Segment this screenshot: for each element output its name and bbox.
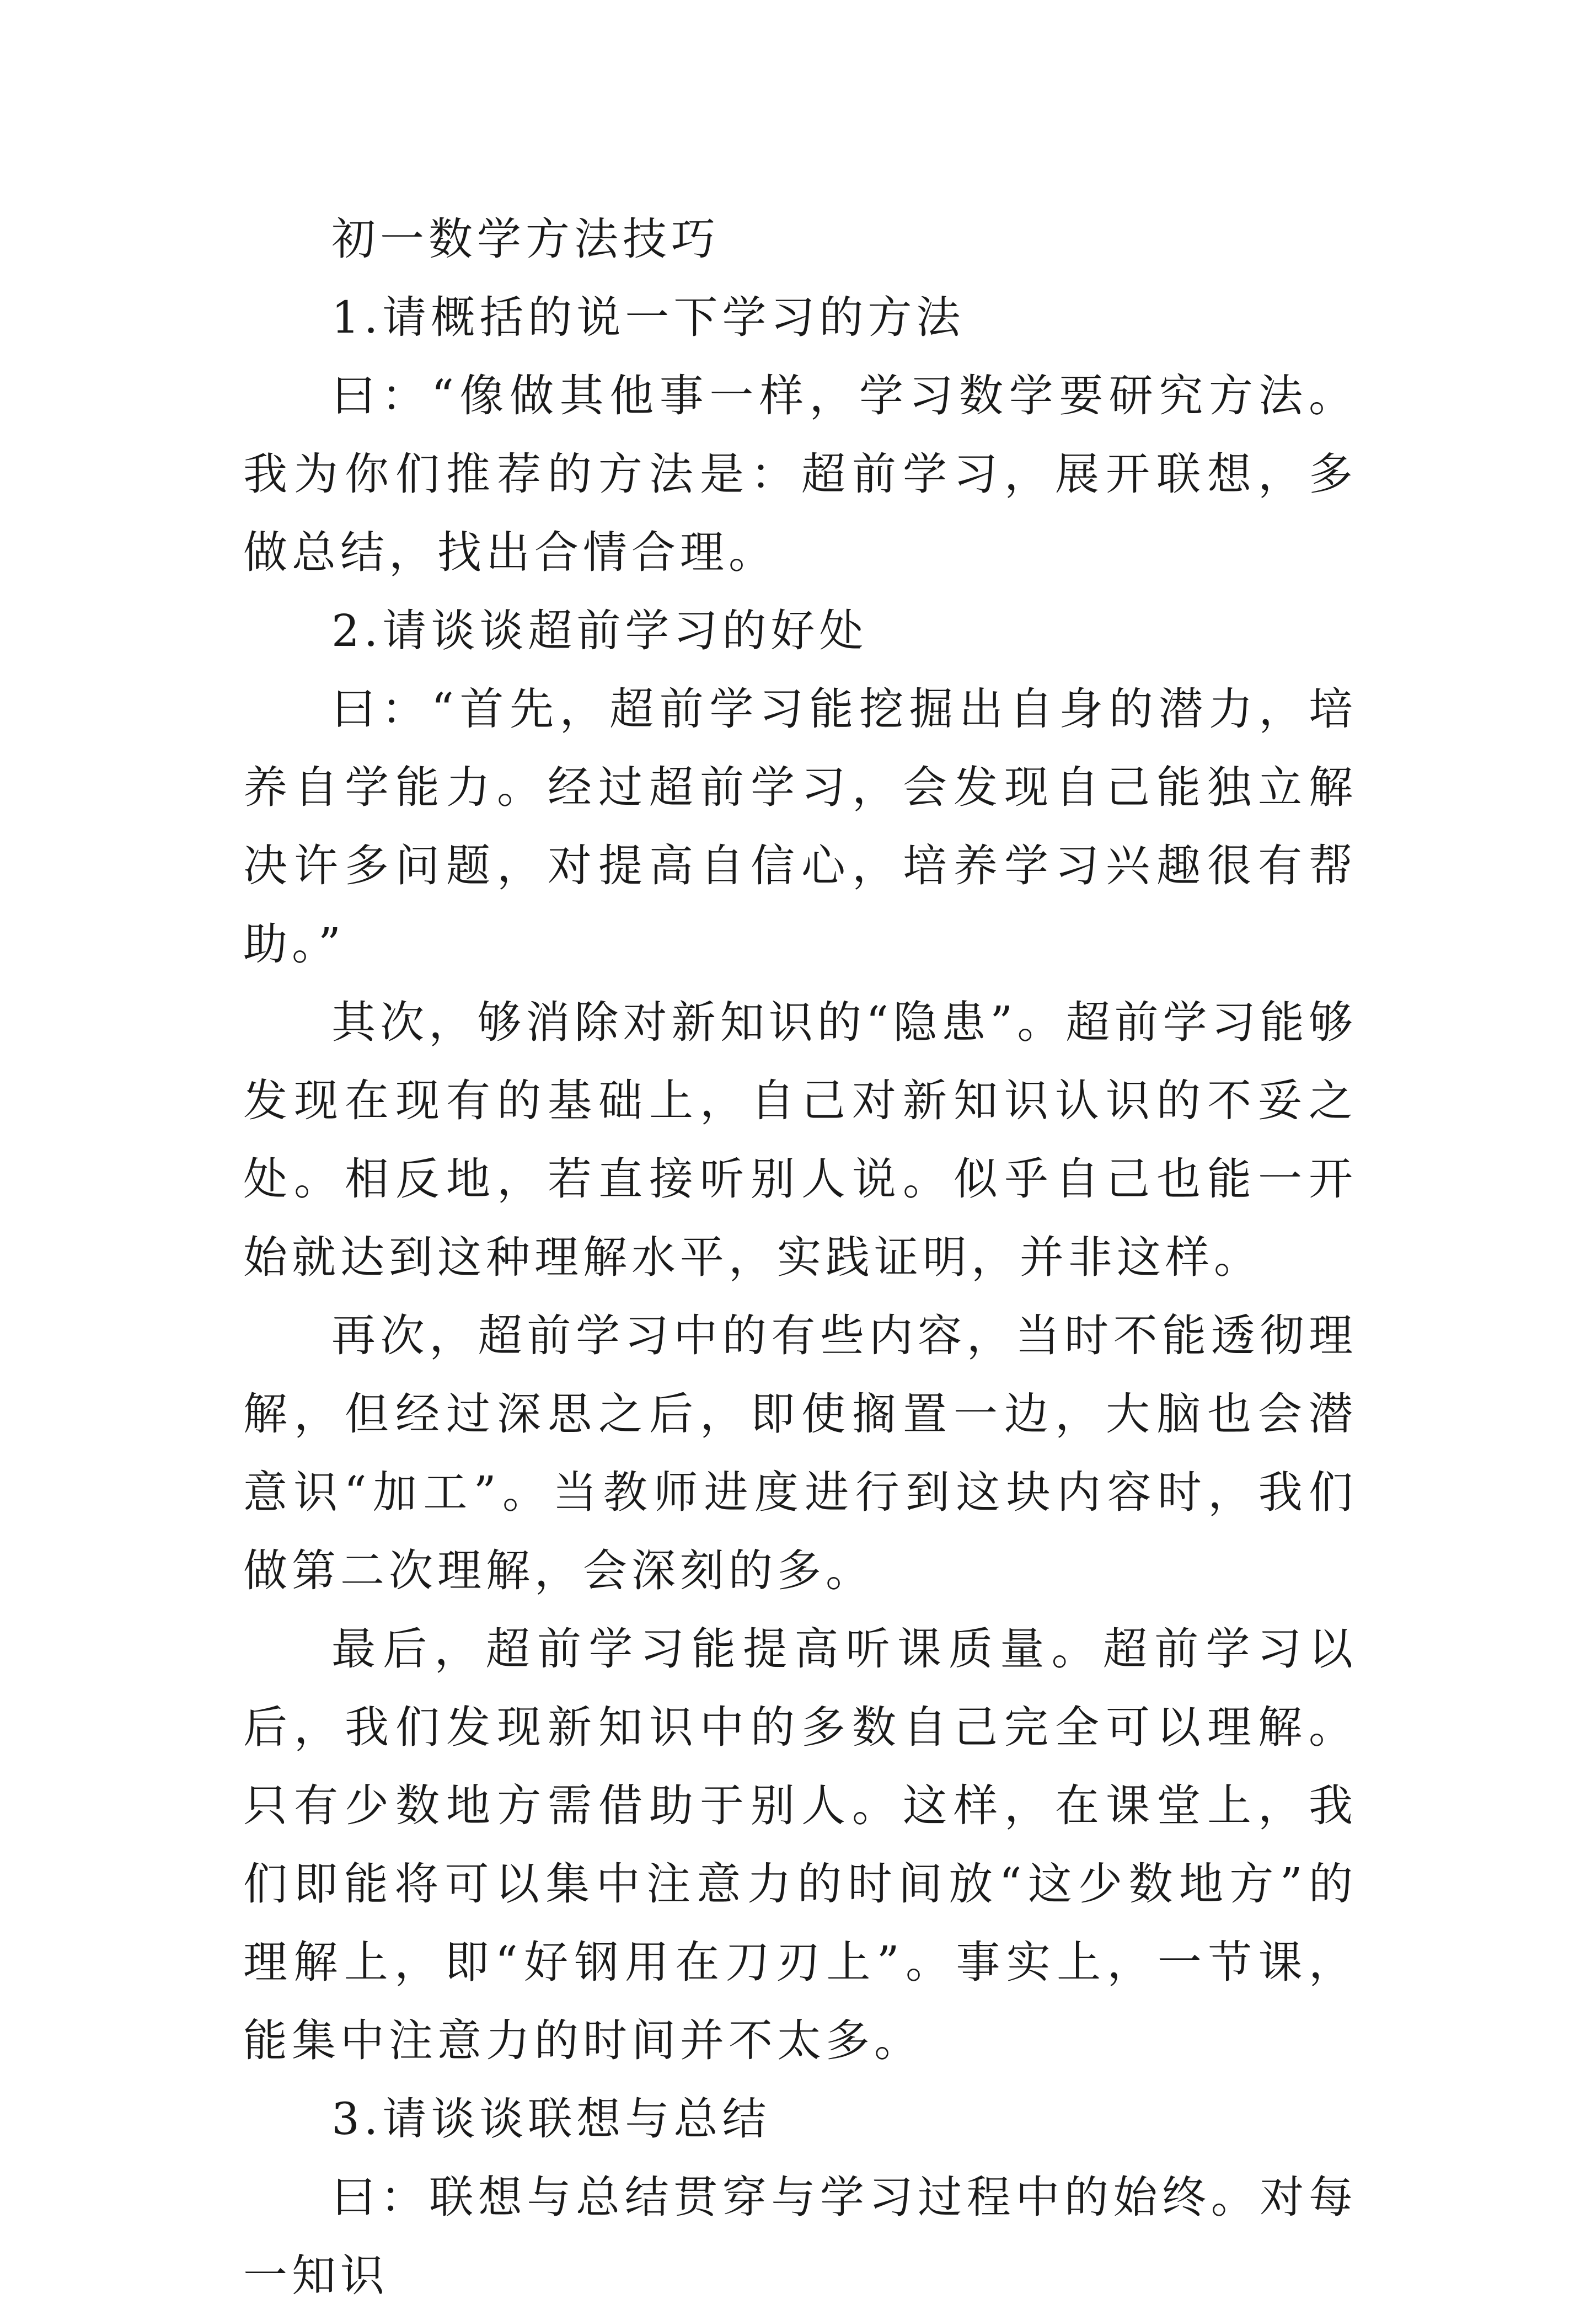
paragraph: 最后，超前学习能提高听课质量。超前学习以后，我们发现新知识中的多数自己完全可以理解。只有少数地方需借助于别人。这样，在课堂上，我们即能将可以集中注意力的时间放“这少数地方”的理解上，即“好钢用在刀刃上”。事实上，一节课，能集中注意力的时间并不太多。 [243,1623,1357,2066]
section-heading-2: 2.请谈谈超前学习的好处 [331,605,868,656]
paragraph: 曰：“像做其他事一样，学习数学要研究方法。我为你们推荐的方法是：超前学习，展开联想，多做总结，找出合情合理。 [243,370,1357,578]
paragraph: 曰：联想与总结贯穿与学习过程中的始终。对每一知识 [243,2172,1357,2301]
paragraph: 再次，超前学习中的有些内容，当时不能透彻理解，但经过深思之后，即使搁置一边，大脑也会潜意识“加工”。当教师进度进行到这块内容时，我们做第二次理解，会深刻的多。 [243,1310,1357,1596]
document-body [243,200,1357,2315]
paragraph: 其次，够消除对新知识的“隐患”。超前学习能够发现在现有的基础上，自己对新知识认识的不妥之处。相反地，若直接听别人说。似乎自己也能一开始就达到这种理解水平，实践证明，并非这样。 [243,997,1357,1283]
section-heading-3: 3.请谈谈联想与总结 [331,2093,771,2145]
section-heading-1: 1.请概括的说一下学习的方法 [331,292,965,343]
document-title: 初一数学方法技巧 [331,213,720,265]
paragraph: 曰：“首先，超前学习能挖掘出自身的潜力，培养自学能力。经过超前学习，会发现自己能独立解决许多问题，对提高自信心，培养学习兴趣很有帮助。” [243,683,1357,970]
